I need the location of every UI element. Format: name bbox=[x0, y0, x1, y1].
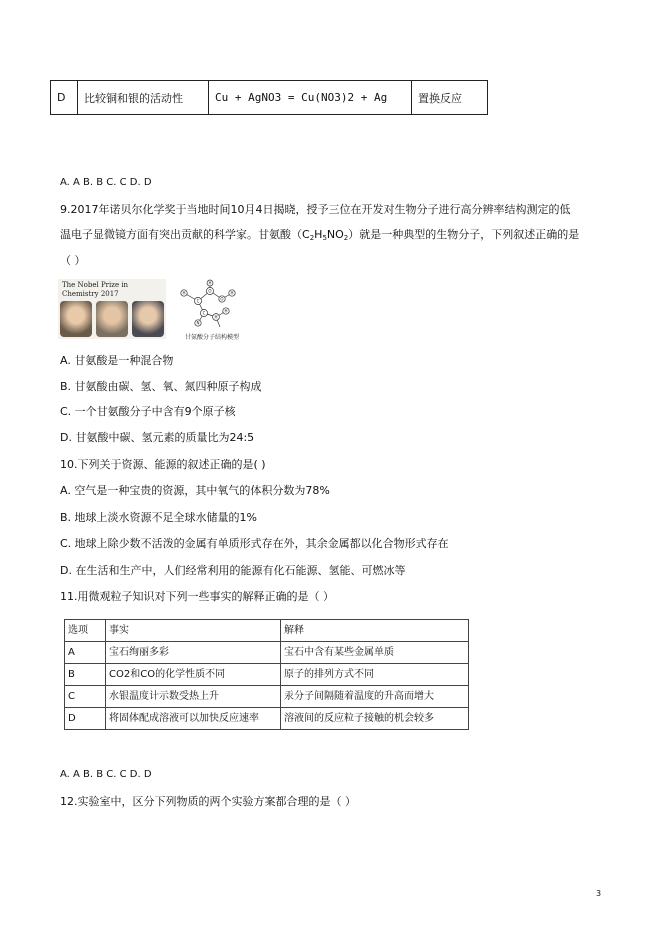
q10-option-d: D. 在生活和生产中，人们经常利用的能源有化石能源、氢能、可燃冰等 bbox=[60, 564, 406, 577]
fact-cell: CO2和CO的化学性质不同 bbox=[106, 664, 281, 686]
equation-cell: Cu + AgNO3 = Cu(NO3)2 + Ag bbox=[209, 81, 412, 115]
table-header-row bbox=[65, 620, 469, 642]
nobel-prize-image bbox=[58, 279, 166, 339]
q9-line2: 温电子显微镜方面有突出贡献的科学家。甘氨酸$(C_2H_5NO_2)$就是一种典型的生物分子，下列叙述正确的是 bbox=[60, 228, 580, 242]
q9-option-a: A. 甘氨酸是一种混合物 bbox=[60, 354, 174, 367]
q9-option-d: D. 甘氨酸中碳、氢元素的质量比为24:5 bbox=[60, 431, 255, 444]
q9-option-c: C. 一个甘氨酸分子中含有9个原子核 bbox=[60, 405, 236, 418]
q11-stem: 11.用微观粒子知识对下列一些事实的解释正确的是（ ） bbox=[60, 590, 334, 603]
option-cell: D bbox=[65, 708, 106, 730]
q9-option-b: B. 甘氨酸由碳、氢、氧、氮四种原子构成 bbox=[60, 380, 262, 393]
laureate-portrait-2 bbox=[96, 301, 128, 337]
atom-label: C bbox=[196, 298, 200, 304]
atom-label: N bbox=[196, 320, 200, 326]
atom-label: H bbox=[208, 280, 212, 286]
q9-line1: 9.2017年诺贝尔化学奖于当地时间10月4日揭晓，授予三位在开发对生物分子进行高分辨率结构测定的低 bbox=[60, 203, 571, 216]
table-row bbox=[51, 81, 488, 115]
header-explain: 解释 bbox=[281, 620, 469, 642]
nobel-title: The Nobel Prize in Chemistry 2017 bbox=[62, 281, 129, 298]
atom-label: H bbox=[182, 290, 186, 296]
option-cell: C bbox=[65, 686, 106, 708]
reaction-table bbox=[50, 80, 488, 115]
glycine-molecule-model bbox=[170, 279, 254, 341]
option-cell: D bbox=[51, 81, 78, 115]
laureate-portrait-1 bbox=[60, 301, 92, 337]
explain-cell: 原子的排列方式不同 bbox=[281, 664, 469, 686]
q11-options: A. A B. B C. C D. D bbox=[60, 769, 152, 780]
option-cell: B bbox=[65, 664, 106, 686]
explain-cell: 汞分子间隔随着温度的升高而增大 bbox=[281, 686, 469, 708]
table-row bbox=[65, 686, 469, 708]
table-row bbox=[65, 642, 469, 664]
explain-cell: 宝石中含有某些金属单质 bbox=[281, 642, 469, 664]
table-row bbox=[65, 664, 469, 686]
q9-answer-bracket: （ ） bbox=[60, 254, 86, 267]
atom-label: O bbox=[220, 296, 224, 302]
q10-option-a: A. 空气是一种宝贵的资源，其中氧气的体积分数为78% bbox=[60, 484, 330, 497]
header-fact: 事实 bbox=[106, 620, 281, 642]
atom-label: H bbox=[230, 290, 234, 296]
q10-option-b: B. 地球上淡水资源不足全球水储量的1% bbox=[60, 511, 257, 524]
purpose-cell: 比较铜和银的活动性 bbox=[78, 81, 209, 115]
fact-cell: 将固体配成溶液可以加快反应速率 bbox=[106, 708, 281, 730]
atom-label: C bbox=[202, 310, 206, 316]
table-row bbox=[65, 708, 469, 730]
atom-label: H bbox=[214, 314, 218, 320]
q11-table bbox=[64, 619, 469, 730]
q12-stem: 12.实验室中，区分下列物质的两个实验方案都合理的是（ ） bbox=[60, 795, 356, 808]
header-option: 选项 bbox=[65, 620, 106, 642]
q8-options: A. A B. B C. C D. D bbox=[60, 177, 152, 188]
fact-cell: 宝石绚丽多彩 bbox=[106, 642, 281, 664]
laureate-portrait-3 bbox=[132, 301, 164, 337]
reaction-type-cell: 置换反应 bbox=[412, 81, 488, 115]
fact-cell: 水银温度计示数受热上升 bbox=[106, 686, 281, 708]
option-cell: A bbox=[65, 642, 106, 664]
atom-label: O bbox=[208, 288, 212, 294]
page-number: 3 bbox=[596, 889, 602, 898]
explain-cell: 溶液间的反应粒子接触的机会较多 bbox=[281, 708, 469, 730]
atom-label: H bbox=[224, 308, 228, 314]
molecule-caption: 甘氨酸分子结构模型 bbox=[184, 334, 240, 341]
q10-stem: 10.下列关于资源、能源的叙述正确的是( ) bbox=[60, 458, 266, 471]
q10-option-c: C. 地球上除少数不活泼的金属有单质形式存在外，其余金属都以化合物形式存在 bbox=[60, 537, 449, 550]
